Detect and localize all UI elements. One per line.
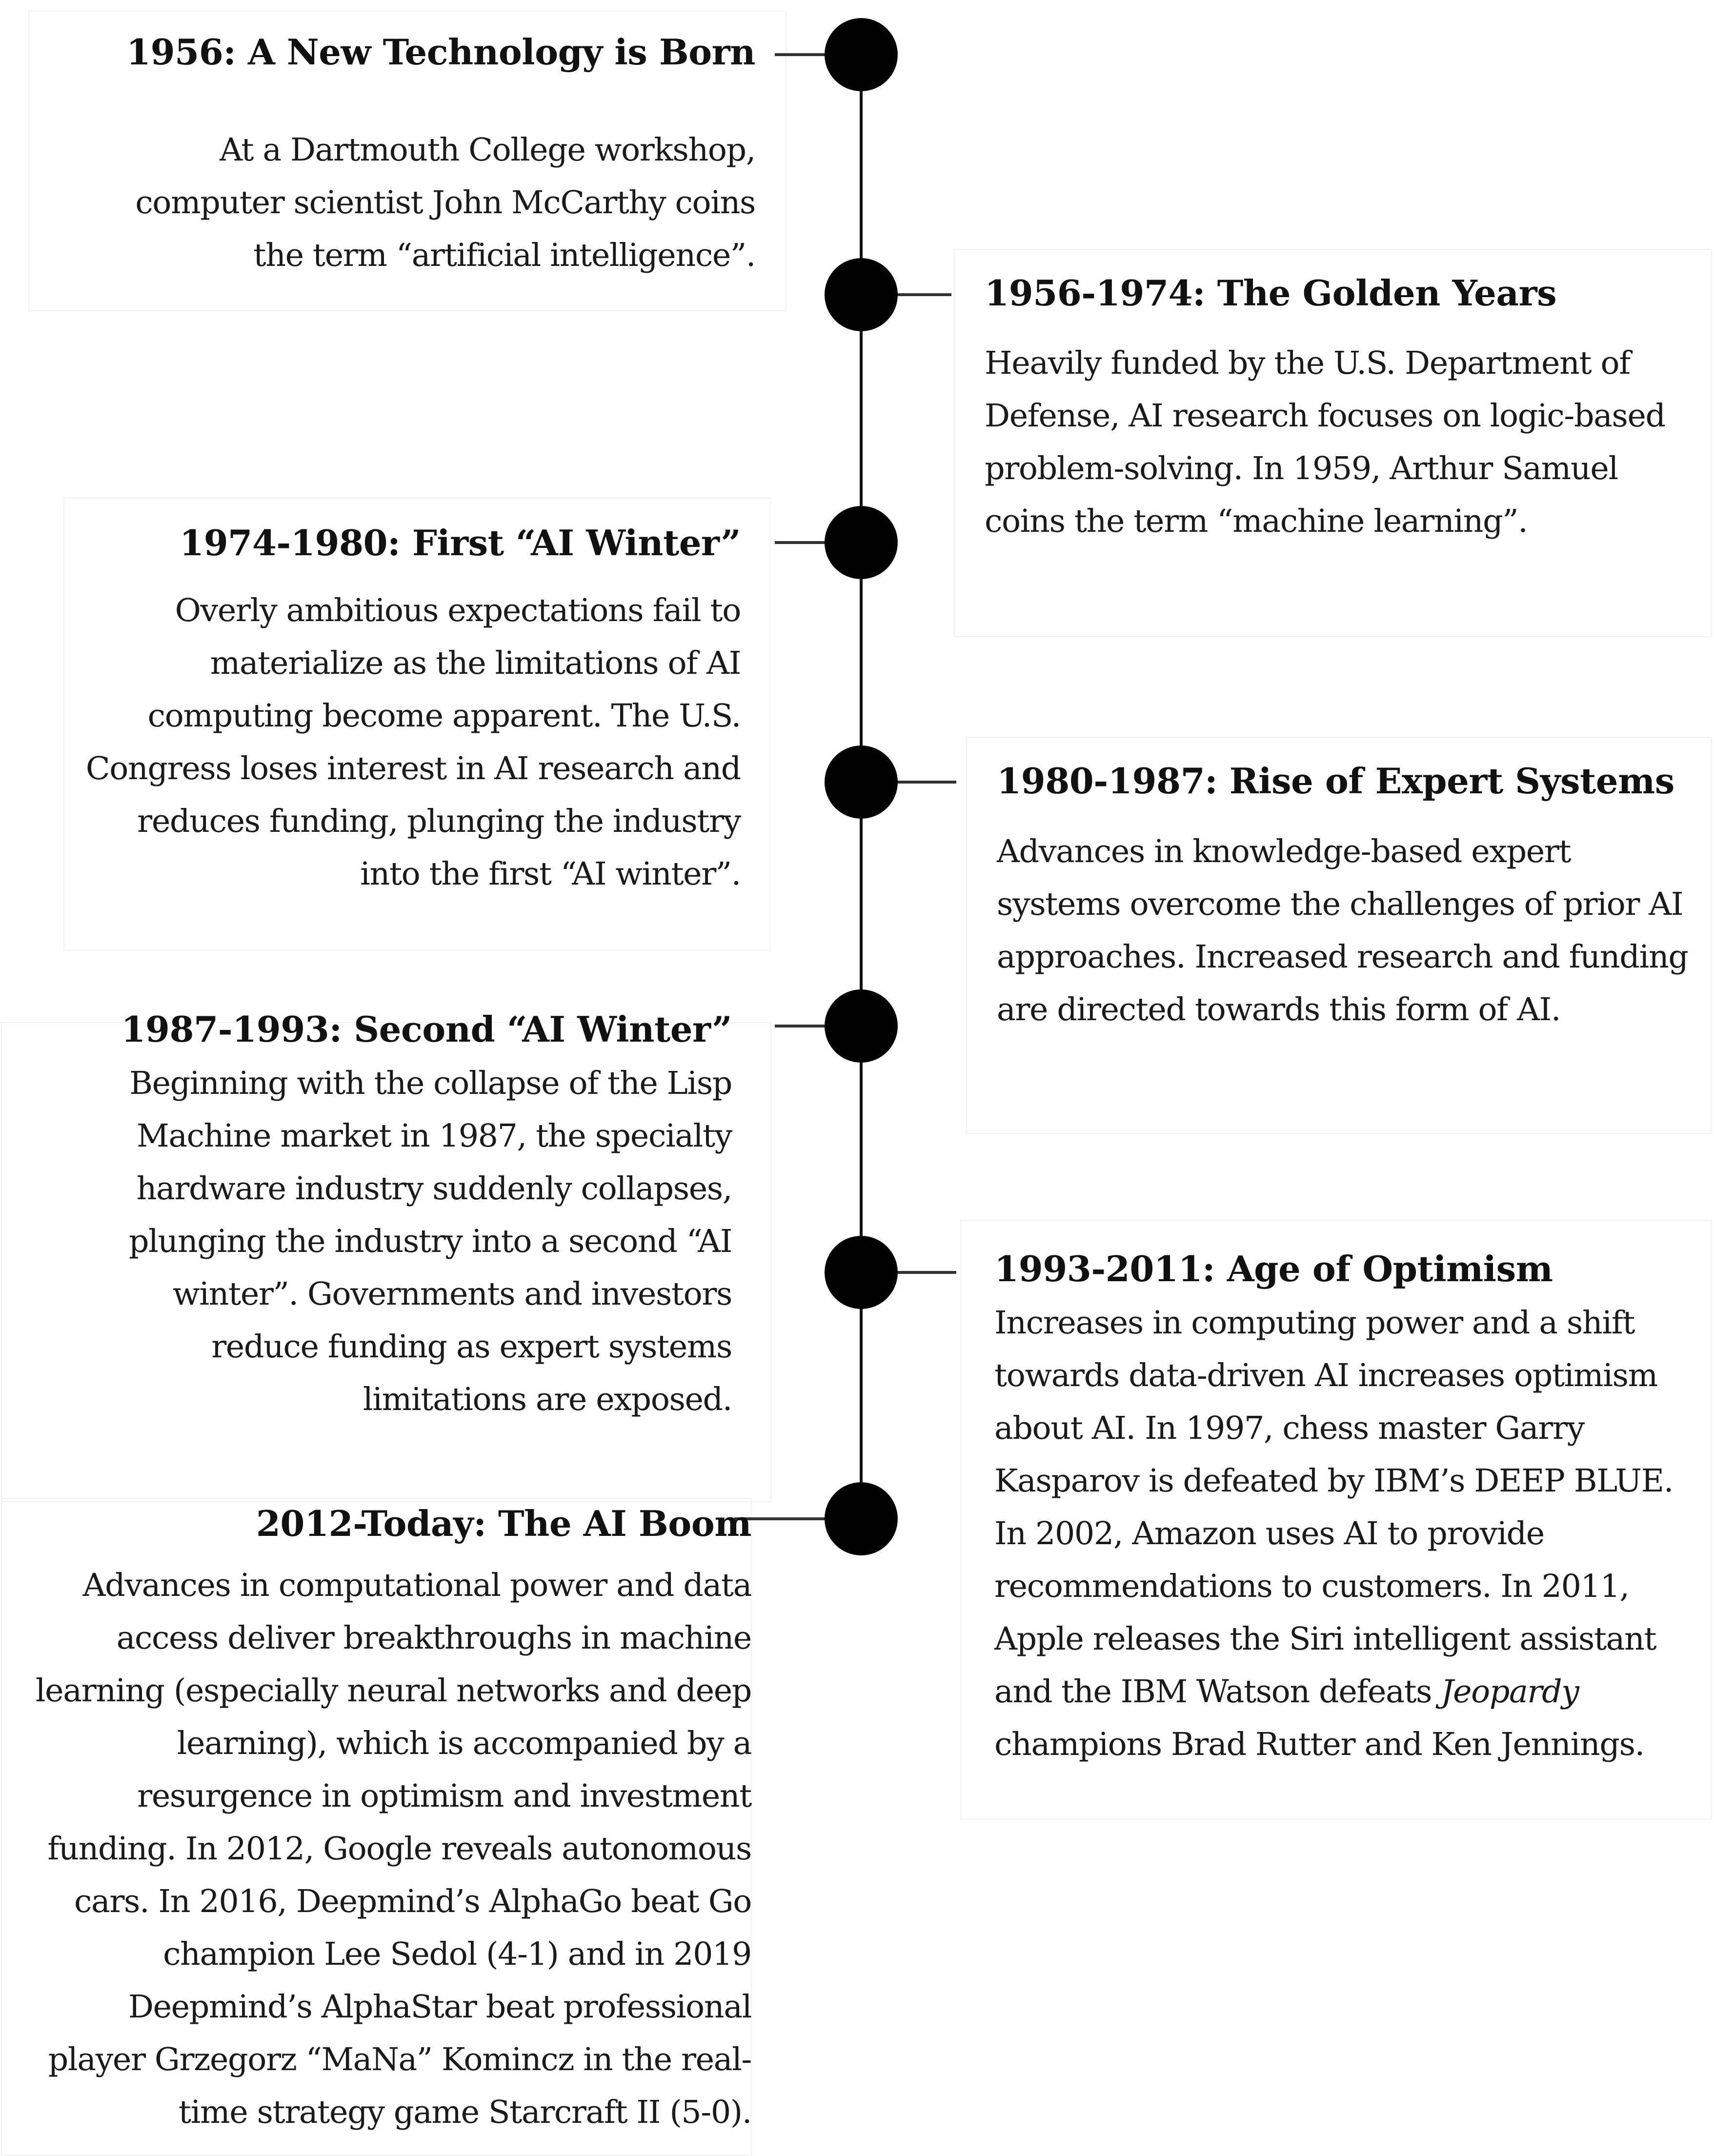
event-1993-2011 xyxy=(994,1247,1709,1771)
node-1974-1980 xyxy=(825,506,898,579)
event-title: 2012-Today: The AI Boom xyxy=(256,1503,751,1544)
node-1980-1987 xyxy=(825,746,898,819)
event-description: Heavily funded by the U.S. Department of Defense, AI research focuses on logic-based problem-solving. In 1959, Arthur Samuel coins the term “machine learning”. xyxy=(985,345,1665,540)
event-title: 1993-2011: Age of Optimism xyxy=(994,1248,1553,1290)
connector-1987-1993 xyxy=(775,1025,828,1028)
event-title: 1974-1980: First “AI Winter” xyxy=(179,522,741,564)
event-1956 xyxy=(33,30,755,282)
event-1956-1974 xyxy=(985,271,1707,548)
event-description: Advances in computational power and data access deliver breakthroughs in machine learning (especially neural networks and deep learning), which is accompanied by a resurgence in optimism and investment funding. In 2012, Google reveals autonomous cars. In 2016, Deepmind’s AlphaGo beat Go champion Lee Sedol (4-1) and in 2019 Deepmind’s AlphaStar beat professional player Grzegorz “MaNa” Komincz in the real- time strategy game Starcraft II (5-0). xyxy=(35,1567,751,2131)
event-1974-1980 xyxy=(33,521,741,901)
node-1956 xyxy=(825,18,898,91)
node-2012-today xyxy=(825,1482,898,1555)
event-2012-today xyxy=(5,1502,751,2139)
event-title: 1980-1987: Rise of Expert Systems xyxy=(997,760,1674,802)
connector-1974-1980 xyxy=(775,541,828,544)
event-title: 1987-1993: Second “AI Winter” xyxy=(121,1008,732,1050)
node-1987-1993 xyxy=(825,989,898,1063)
line-prefix: and the IBM Watson defeats xyxy=(994,1673,1441,1710)
connector-1956 xyxy=(775,53,828,56)
event-title: 1956: A New Technology is Born xyxy=(126,31,755,73)
event-description: Overly ambitious expectations fail to materialize as the limitations of AI computing become apparent. The U.S. Congress loses interest in AI research and reduces funding, plunging the industry into the first “AI winter”. xyxy=(85,592,741,892)
connector-1956-1974 xyxy=(893,293,951,296)
show-title-italic: Jeopardy xyxy=(1441,1673,1579,1710)
event-description: Beginning with the collapse of the Lisp Machine market in 1987, the specialty hardware industry suddenly collapses, plunging the industry into a second “AI winter”. Governments and investors reduce funding as expert systems limitations are exposed. xyxy=(128,1065,732,1418)
event-description: Advances in knowledge-based expert systems overcome the challenges of prior AI approaches. Increased research and funding are directed towards this form of AI. xyxy=(997,833,1688,1028)
connector-1993-2011 xyxy=(893,1271,956,1274)
event-description: Increases in computing power and a shift towards data-driven AI increases optimism about AI. In 1997, chess master Garry Kasparov is defeated by IBM’s DEEP BLUE. In 2002, Amazon uses AI to provide recommendations to customers. In 2011, Apple releases the Siri intelligent assistant and the IBM Watson defeats Jeopardy champions Brad Rutter and Ken Jennings. xyxy=(994,1305,1673,1763)
event-description: At a Dartmouth College workshop, computer scientist John McCarthy coins the term “artificial intelligence”. xyxy=(135,132,755,274)
connector-1980-1987 xyxy=(893,781,956,784)
event-1980-1987 xyxy=(997,759,1709,1036)
event-title: 1956-1974: The Golden Years xyxy=(985,272,1557,314)
node-1993-2011 xyxy=(825,1236,898,1309)
event-1987-1993 xyxy=(10,1007,732,1426)
node-1956-1974 xyxy=(825,258,898,331)
